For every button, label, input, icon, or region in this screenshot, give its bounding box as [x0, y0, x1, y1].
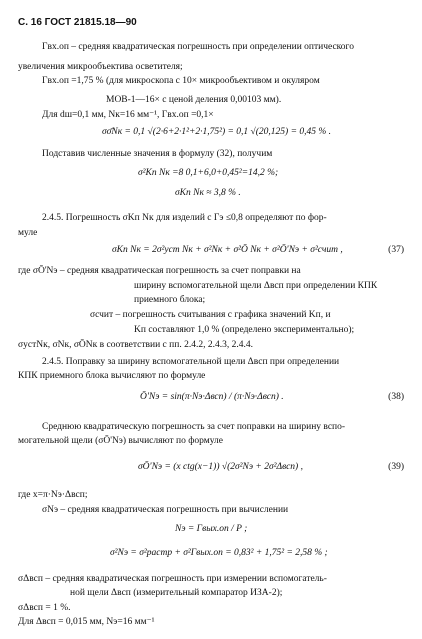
- text-line: ной щели Δвсп (измерительный компаратор ИЗА-2);: [70, 588, 283, 598]
- text-line: σсчит – погрешность считывания с графика значений Kп, и: [90, 310, 331, 320]
- text-line: КПК приемного блока вычисляют по формуле: [18, 371, 206, 381]
- text-line: Среднюю квадратическую погрешность за счет поправки на ширину вспо-: [42, 422, 346, 432]
- page-header: С. 16 ГОСТ 21815.18—90: [18, 17, 137, 28]
- text-line: Kп составляют 1,0 % (определено экспериментально);: [134, 325, 355, 335]
- text-line: приемного блока;: [134, 295, 206, 305]
- equation-number: (39): [388, 462, 404, 472]
- text-line: ширину вспомогательной щели Δвсп при определении КПК: [134, 281, 378, 291]
- text-line: Подставив численные значения в формулу (32), получим: [42, 149, 273, 159]
- text-line: Γвх.оп =1,75 % (для микроскопа с 10× микрообъективом и окуляром: [42, 76, 320, 86]
- text-line: σNэ – средняя квадратическая погрешность при вычислении: [42, 505, 289, 515]
- text-line: σΔвсп = 1 %.: [18, 603, 71, 613]
- text-line: МОВ-1—16× с ценой деления 0,00103 мм).: [106, 95, 282, 105]
- formula: σ²Kп Nк =8 0,1+6,0+0,45²=14,2 %;: [138, 168, 279, 178]
- text-line: могательной щели (σŌ'Nэ) вычисляют по формуле: [18, 436, 224, 446]
- text-line: Для dш=0,1 мм, Nк=16 мм⁻¹, Γвх.оп =0,1×: [42, 110, 214, 120]
- equation-number: (38): [388, 392, 404, 402]
- equation-number: (37): [388, 245, 404, 255]
- formula: σKп Nк = 2σ²уст Nк + σ²Nк + σ²Ō Nк + σ²Ō'Nэ + σ²счит ,: [112, 245, 343, 255]
- text-line: увеличения микрообъектива осветителя;: [18, 62, 183, 72]
- text-line: Γвх.оп – средняя квадратическая погрешность при определении оптического: [42, 42, 354, 52]
- text-line: 2.4.5. Поправку за ширину вспомогательной щели Δвсп при определении: [42, 357, 340, 367]
- formula: Nэ = Γвых.оп / P ;: [175, 524, 248, 534]
- text-line: σустNк, σNк, σŌNк в соответствии с пп. 2.4.2, 2.4.3, 2.4.4.: [18, 340, 253, 350]
- formula: σσ̄Nк = 0,1 √(2·6+2·1²+2·1,75²) = 0,1 √(20,125) = 0,45 % .: [102, 127, 332, 137]
- formula: Ō'Nэ = sin(π·Nэ·Δвсп) / (π·Nэ·Δвсп) .: [140, 392, 284, 402]
- text-line: 2.4.5. Погрешность σKп Nк для изделий с Γэ ≤0,8 определяют по фор-: [42, 213, 327, 223]
- text-line: Для Δвсп = 0,015 мм, Nэ=16 мм⁻¹: [18, 617, 155, 627]
- text-line: где σŌ'Nэ – средняя квадратическая погрешность за счет поправки на: [18, 266, 301, 276]
- text-line: где x=π·Nэ·Δвсп;: [18, 490, 88, 500]
- text-line: σΔвсп – средняя квадратическая погрешность при измерении вспомогатель-: [18, 574, 327, 584]
- formula: σŌ'Nэ = (x ctg(x−1)) √(2σ²Nэ + 2σ²Δвсп) ,: [138, 462, 303, 472]
- formula: σ²Nэ = σ²растр + σ²Γвых.оп = 0,83² + 1,75² = 2,58 % ;: [110, 548, 328, 558]
- text-line: муле: [18, 228, 38, 238]
- formula: σKп Nк ≈ 3,8 % .: [175, 188, 241, 198]
